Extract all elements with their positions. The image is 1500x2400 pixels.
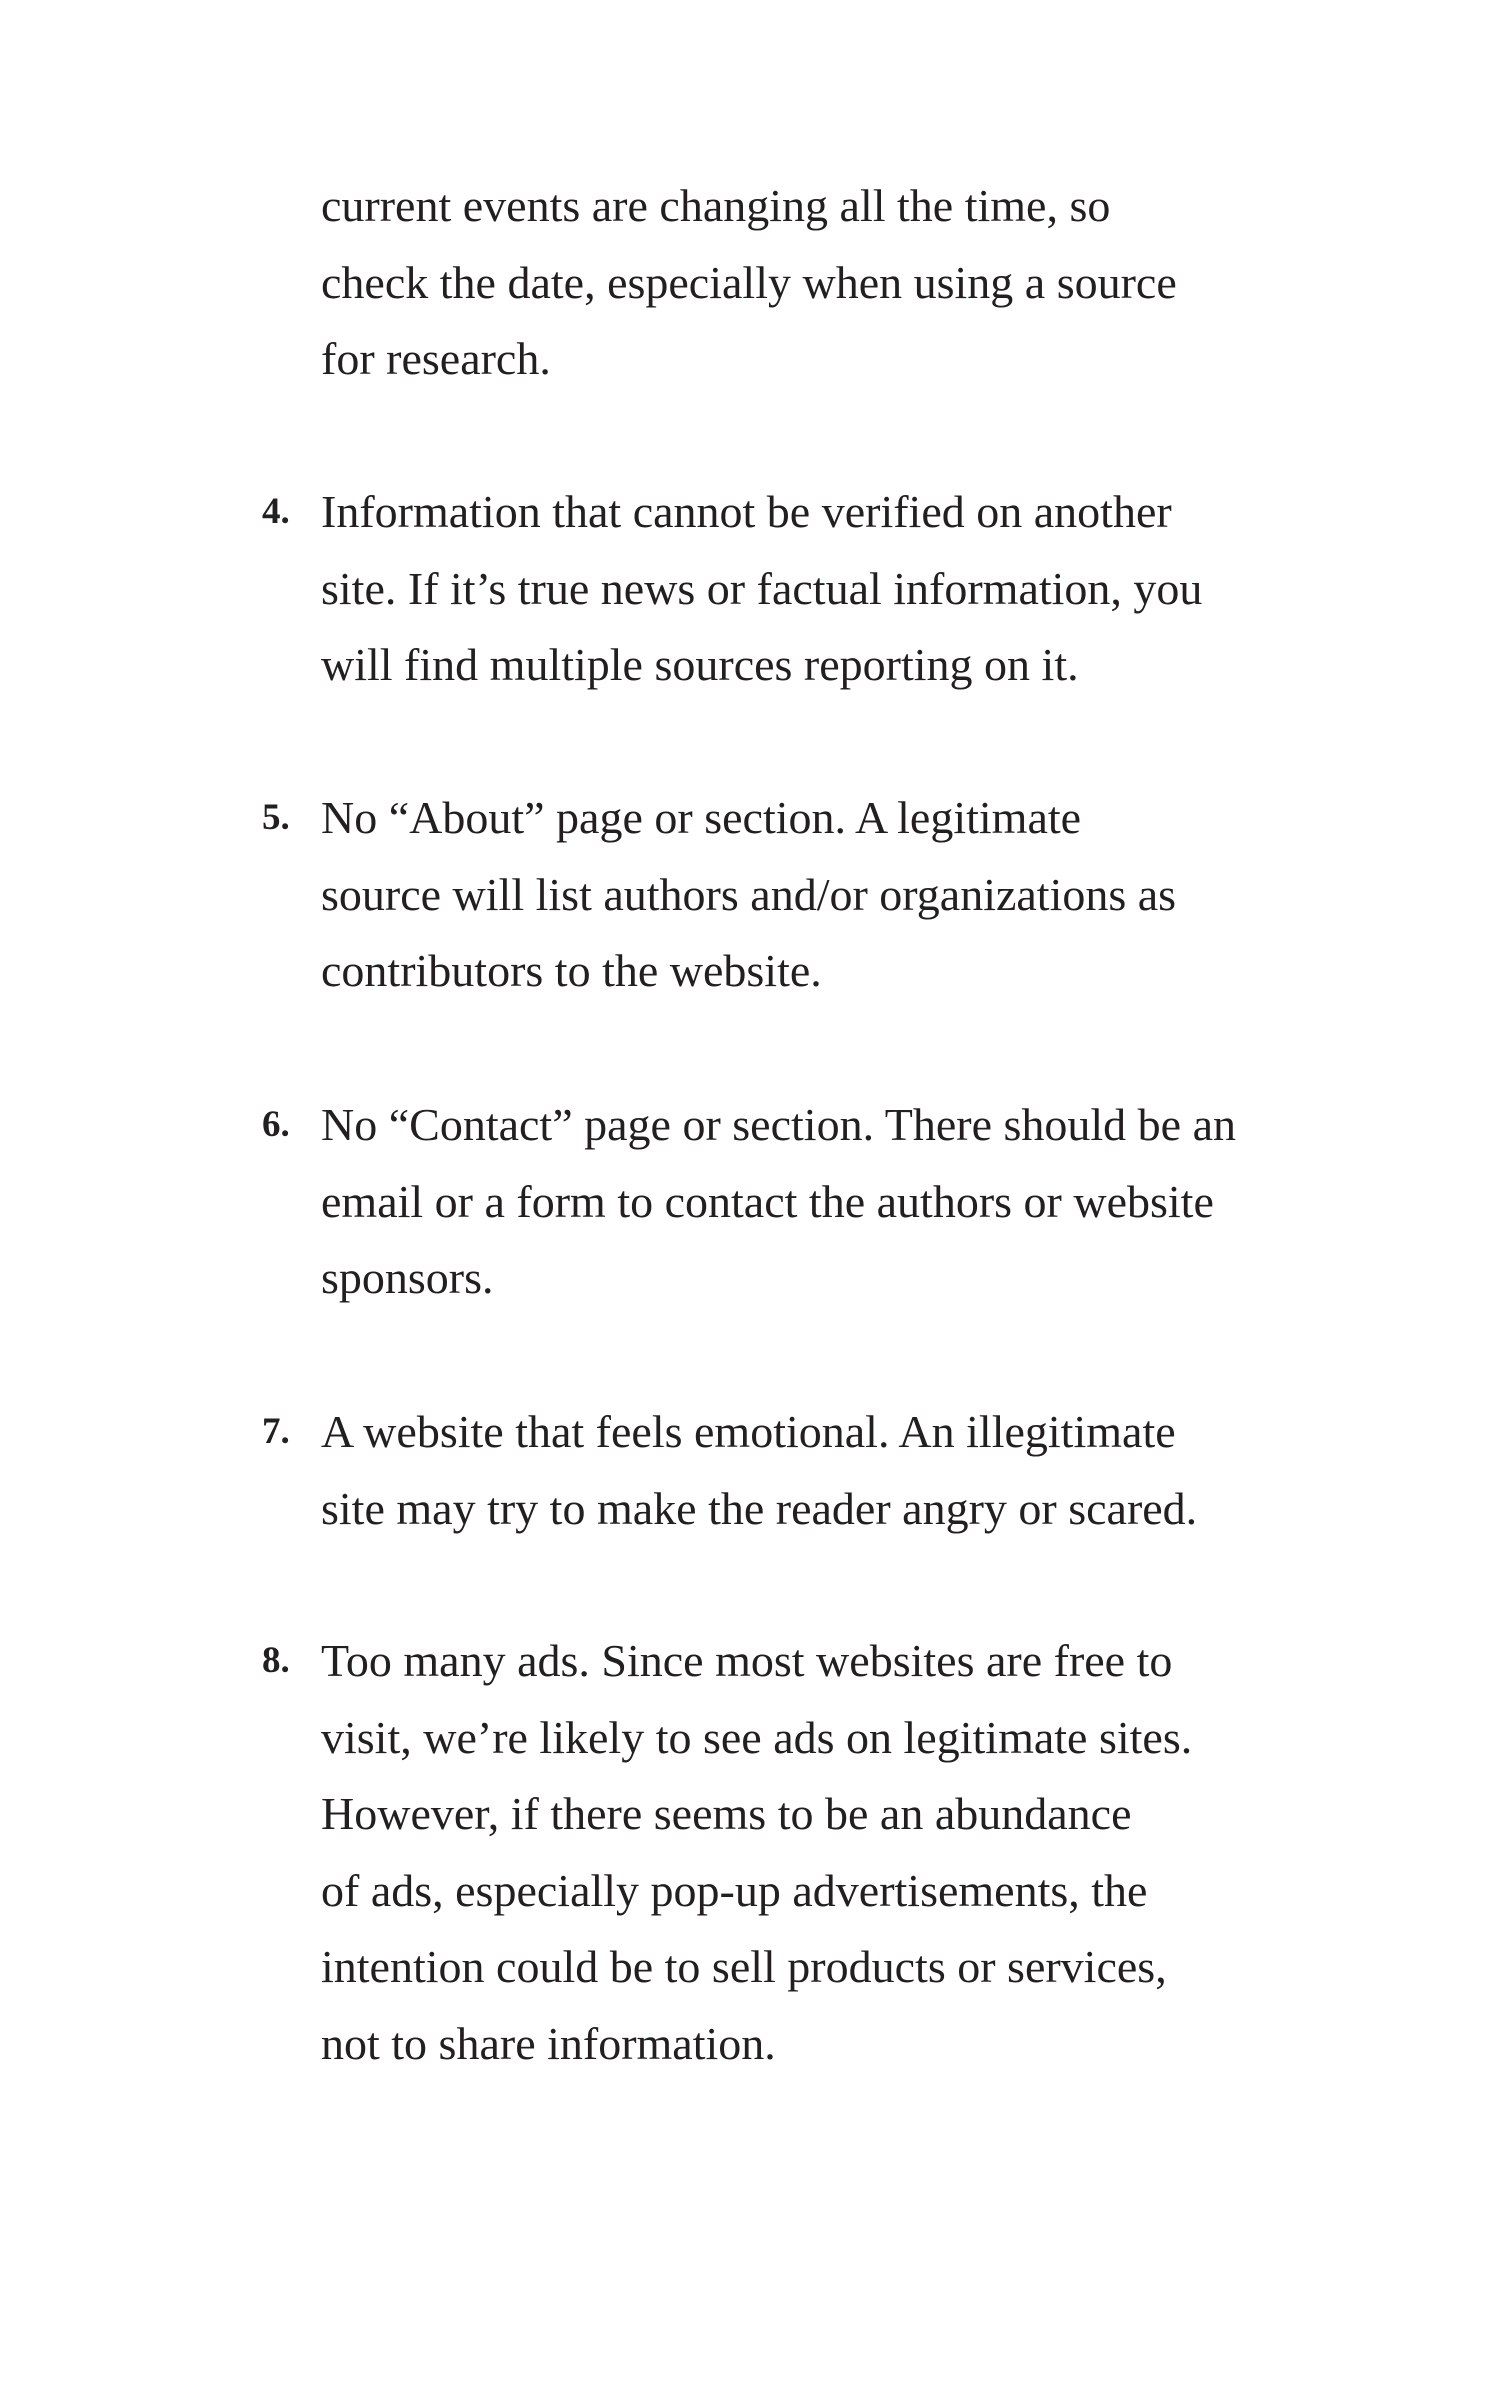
list-item-number: 4. xyxy=(262,491,290,532)
list-item-text xyxy=(321,1394,1342,1547)
list-item xyxy=(262,1623,1342,2082)
list-item-number: 8. xyxy=(262,1640,290,1681)
text-line: site. If it’s true news or factual information, you xyxy=(321,562,1203,614)
list-item-number: 5. xyxy=(262,797,290,838)
text-line: site may try to make the reader angry or scared. xyxy=(321,1482,1198,1534)
text-line: check the date, especially when using a source xyxy=(321,256,1177,308)
list-item-text xyxy=(321,1623,1342,2082)
continuation-paragraph xyxy=(321,168,1341,398)
text-line: However, if there seems to be an abundance xyxy=(321,1788,1132,1839)
list-item-text xyxy=(321,474,1342,704)
list-item xyxy=(262,1087,1342,1317)
list-item-text xyxy=(321,780,1342,1010)
text-line: for research. xyxy=(321,333,551,384)
list-item-text xyxy=(321,1087,1342,1317)
text-line: will find multiple sources reporting on it. xyxy=(321,639,1079,690)
list-item xyxy=(262,1394,1342,1547)
text-line: intention could be to sell products or services, xyxy=(321,1941,1167,1992)
text-line: A website that feels emotional. An illegitimate xyxy=(321,1406,1176,1457)
list-item xyxy=(262,474,1342,704)
text-line: No “About” page or section. A legitimate xyxy=(321,792,1082,843)
list-item-number: 6. xyxy=(262,1104,290,1145)
text-line: not to share information. xyxy=(321,2017,776,2069)
text-line: Too many ads. Since most websites are free to xyxy=(321,1635,1173,1686)
list-item xyxy=(262,780,1342,1010)
text-line: current events are changing all the time, so xyxy=(321,180,1111,231)
text-line: Information that cannot be verified on another xyxy=(321,486,1172,537)
text-line: visit, we’re likely to see ads on legitimate sites. xyxy=(321,1711,1193,1763)
text-line: of ads, especially pop-up advertisements, the xyxy=(321,1864,1148,1916)
text-line: contributors to the website. xyxy=(321,945,822,996)
text-line: email or a form to contact the authors or website xyxy=(321,1175,1214,1227)
list-item-number: 7. xyxy=(262,1411,290,1452)
text-line: No “Contact” page or section. There should be an xyxy=(321,1099,1237,1150)
text-line: sponsors. xyxy=(321,1252,494,1303)
text-line: source will list authors and/or organizations as xyxy=(321,868,1177,920)
